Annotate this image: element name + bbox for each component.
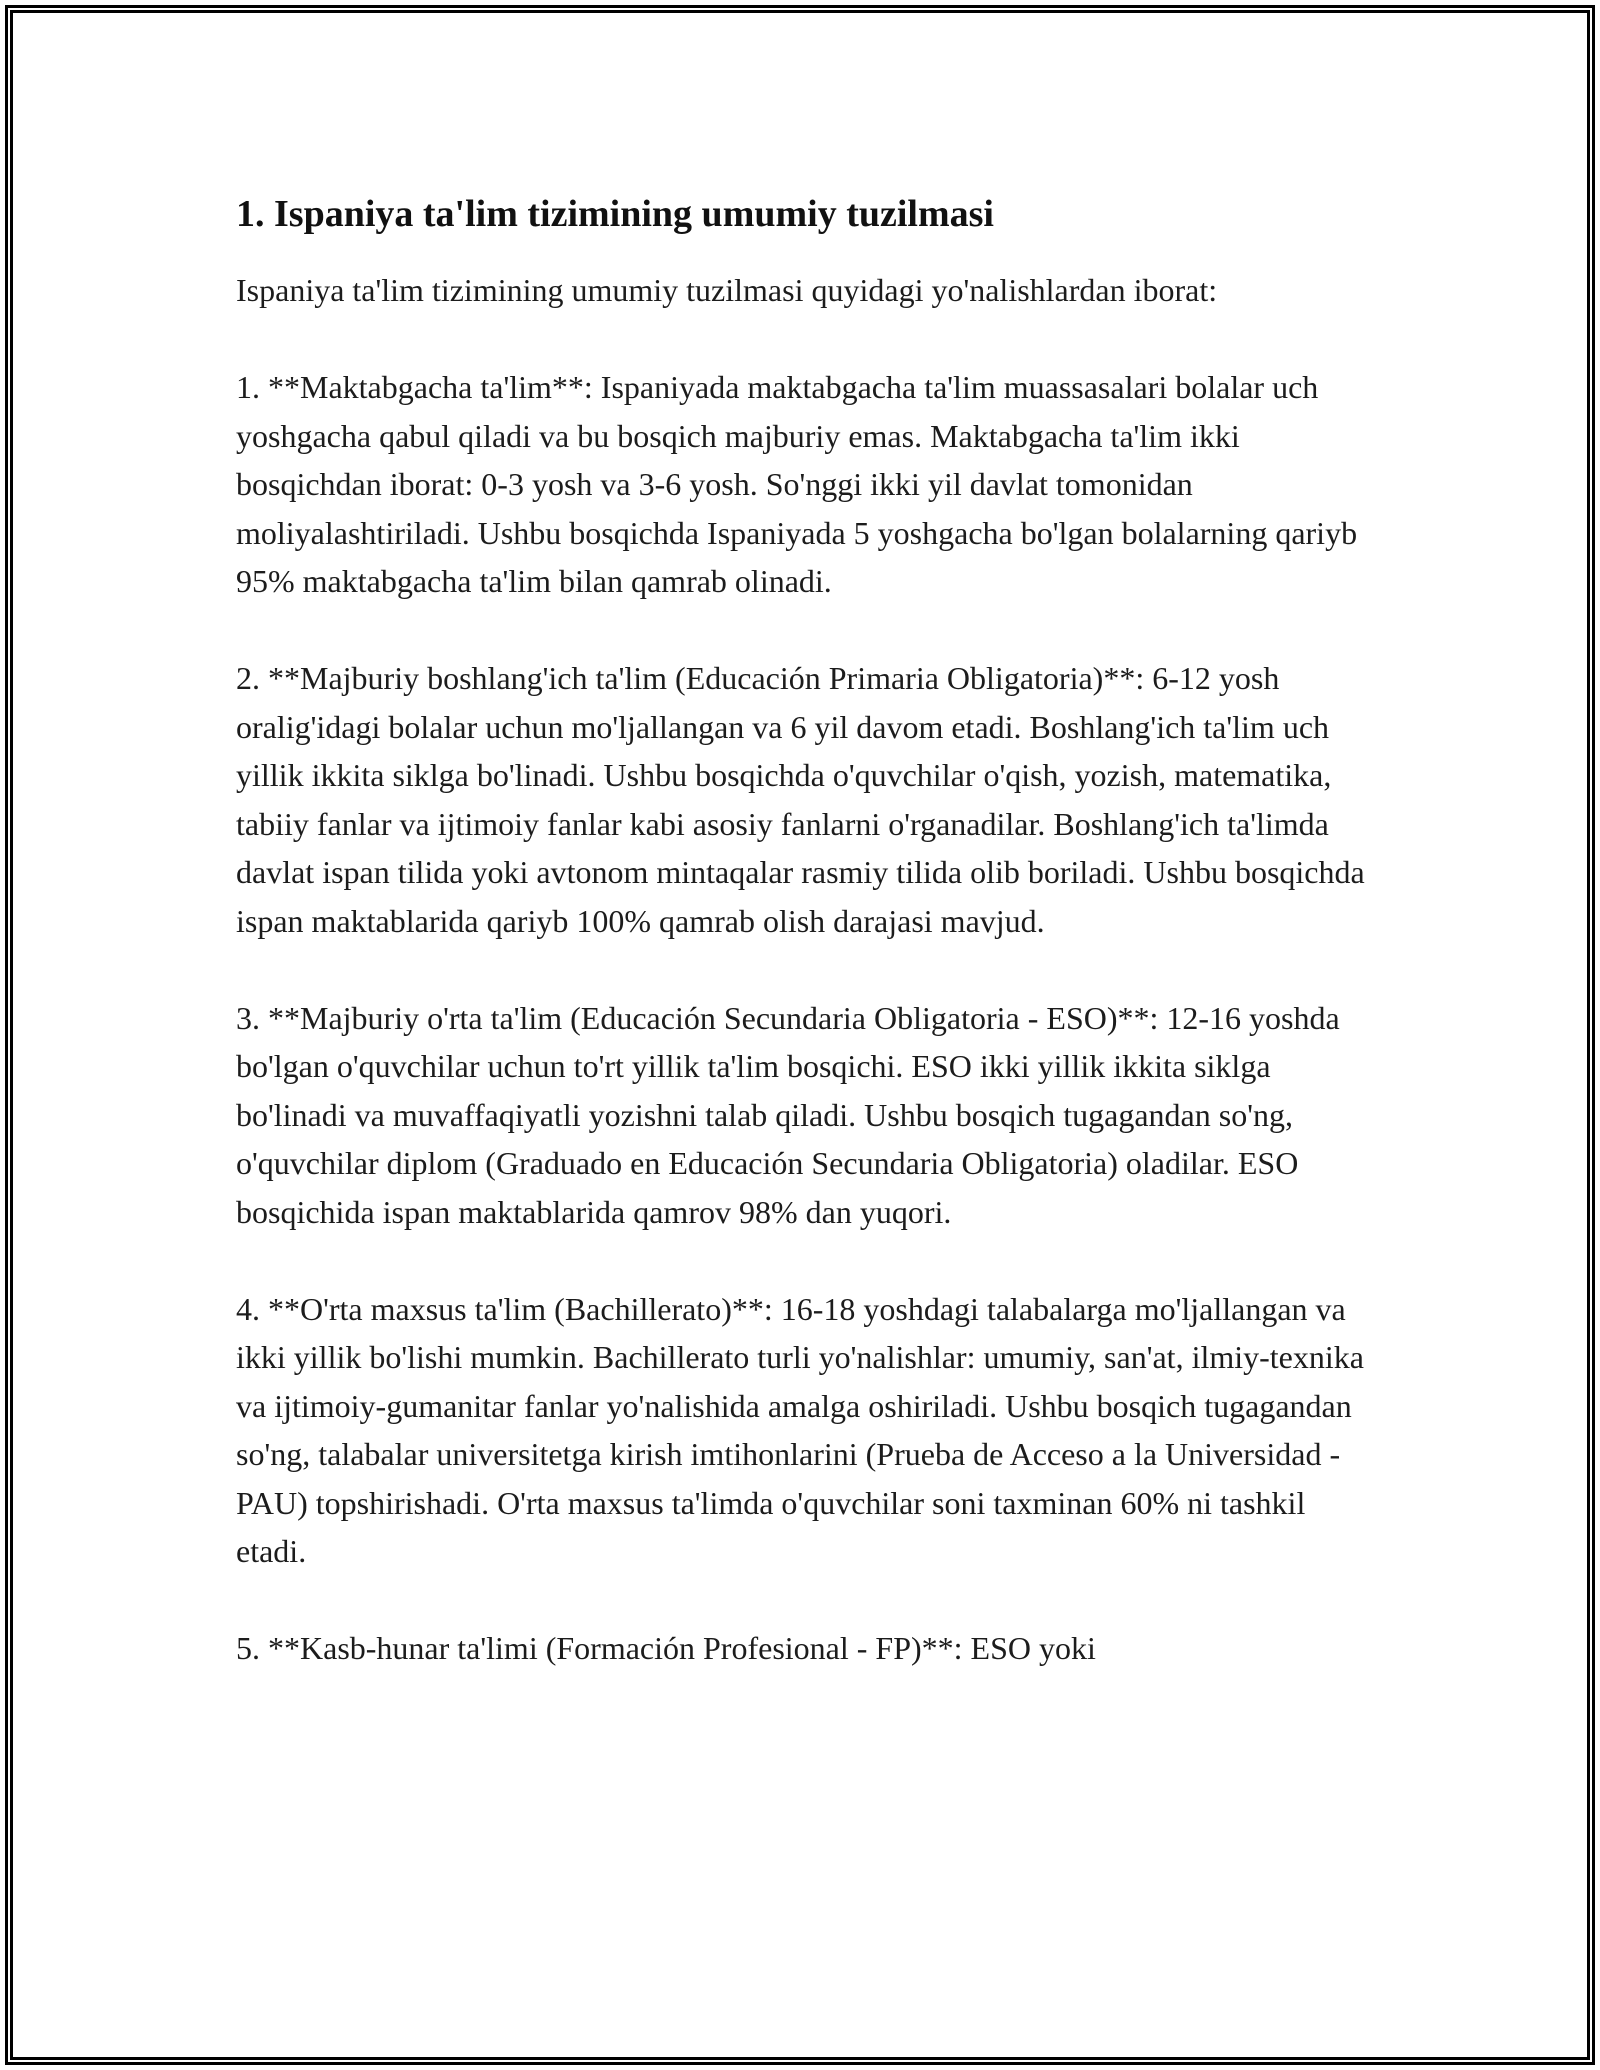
intro-paragraph: Ispaniya ta'lim tizimining umumiy tuzilmasi quyidagi yo'nalishlardan iborat: [236, 272, 1218, 308]
document-body [236, 188, 1372, 1721]
paragraph-primary: 2. **Majburiy boshlang'ich ta'lim (Educación Primaria Obligatoria)**: 6-12 yosh oralig'idagi bolalar uchun mo'ljallangan va 6 yil davom etadi. Boshlang'ich ta'lim uch yillik ikkita siklga bo'linadi. Ushbu bosqichda o'quvchilar o'qish, yozish, matematika, tabiiy fanlar va ijtimoiy fanlar kabi asosiy fanlarni o'rganadilar. Boshlang'ich ta'limda davlat ispan tilida yoki avtonom mintaqalar rasmiy tilida olib boriladi. Ushbu bosqichda ispan maktablarida qariyb 100% qamrab olish darajasi mavjud. [236, 660, 1365, 939]
paragraph-bachillerato: 4. **O'rta maxsus ta'lim (Bachillerato)**: 16-18 yoshdagi talabalarga mo'ljallangan va ikki yillik bo'lishi mumkin. Bachillerato turli yo'nalishlar: umumiy, san'at, ilmiy-texnika va ijtimoiy-gumanitar fanlar yo'nalishida amalga oshiriladi. Ushbu bosqich tugagandan so'ng, talabalar universitetga kirish imtihonlarini (Prueba de Acceso a la Universidad - PAU) topshirishadi. O'rta maxsus ta'limda o'quvchilar soni taxminan 60% ni tashkil etadi. [236, 1290, 1364, 1569]
section-heading: 1. Ispaniya ta'lim tizimining umumiy tuzilmasi [236, 193, 994, 235]
paragraph-preschool: 1. **Maktabgacha ta'lim**: Ispaniyada maktabgacha ta'lim muassasalari bolalar uch yoshgacha qabul qiladi va bu bosqich majburiy emas. Maktabgacha ta'lim ikki bosqichdan iborat: 0-3 yosh va 3-6 yosh. So'nggi ikki yil davlat tomonidan moliyalashtiriladi. Ushbu bosqichda Ispaniyada 5 yoshgacha bo'lgan bolalarning qariyb 95% maktabgacha ta'lim bilan qamrab olinadi. [236, 369, 1358, 599]
paragraph-secondary: 3. **Majburiy o'rta ta'lim (Educación Secundaria Obligatoria - ESO)**: 12-16 yoshda bo'lgan o'quvchilar uchun to'rt yillik ta'lim bosqichi. ESO ikki yillik ikkita siklga bo'linadi va muvaffaqiyatli yozishni talab qiladi. Ushbu bosqich tugagandan so'ng, o'quvchilar diplom (Graduado en Educación Secundaria Obligatoria) oladilar. ESO bosqichida ispan maktablarida qamrov 98% dan yuqori. [236, 999, 1340, 1230]
paragraph-vocational: 5. **Kasb-hunar ta'limi (Formación Profesional - FP)**: ESO yoki [236, 1630, 1096, 1666]
